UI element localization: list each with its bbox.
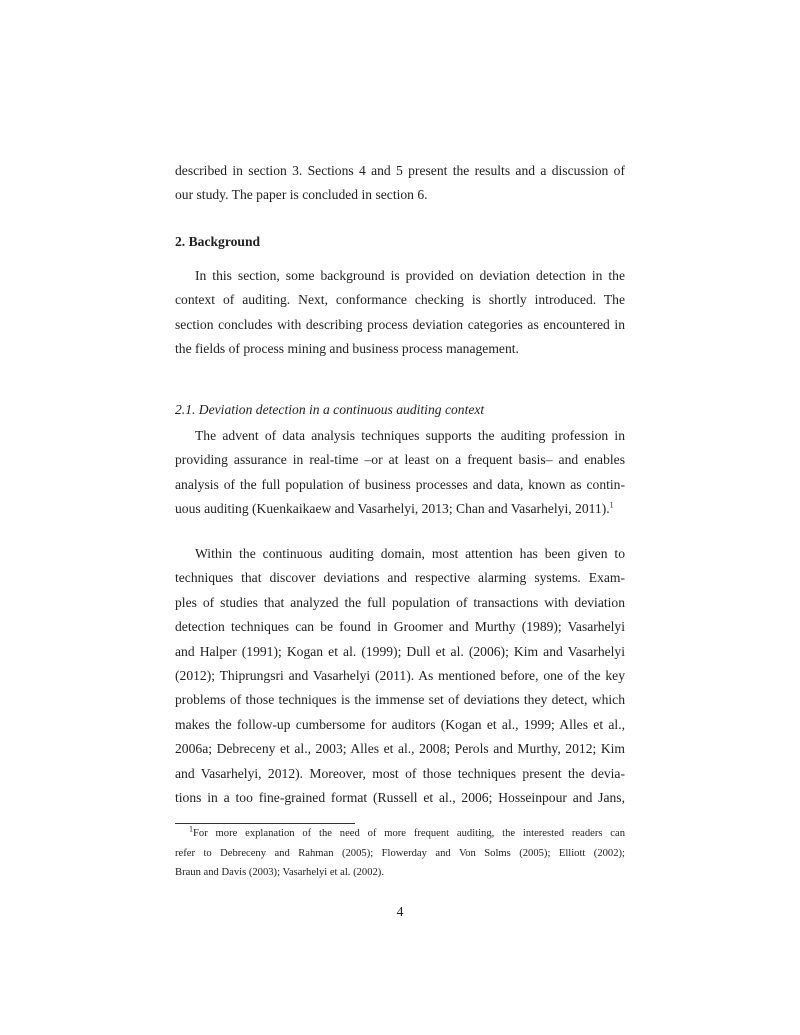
text-line: context of auditing. Next, conformance checking is shortly introduced. The — [175, 292, 625, 308]
footnote-line: refer to Debreceny and Rahman (2005); Flowerday and Von Solms (2005); Elliott (2002); — [175, 847, 625, 859]
text-line: problems of those techniques is the immense set of deviations they detect, which — [175, 692, 625, 708]
text-line: section concludes with describing process deviation categories as encountered in — [175, 316, 625, 332]
text-line: 2006a; Debreceny et al., 2003; Alles et al., 2008; Perols and Murthy, 2012; Kim — [175, 741, 625, 757]
subsection-paragraph-2 — [175, 542, 625, 810]
footnote-line: Braun and Davis (2003); Vasarhelyi et al. (2002). — [175, 867, 384, 879]
footnote — [175, 824, 625, 883]
text-line: The advent of data analysis techniques supports the auditing profession in — [195, 428, 625, 443]
text-line: Within the continuous auditing domain, most attention has been given to — [195, 546, 625, 561]
text-line: and Halper (1991); Kogan et al. (1999); Dull et al. (2006); Kim and Vasarhelyi — [175, 643, 625, 659]
footnote-line-content: For more explanation of the need of more frequent auditing, the interested readers can — [193, 828, 625, 839]
text-line: (2012); Thiprungsri and Vasarhelyi (2011). As mentioned before, one of the key — [175, 667, 625, 683]
page-number: 4 — [396, 904, 404, 919]
text-line-content: uous auditing (Kuenkaikaew and Vasarhelyi, 2013; Chan and Vasarhelyi, 2011). — [175, 501, 610, 517]
text-line: analysis of the full population of business processes and data, known as contin- — [175, 476, 625, 492]
text-line: and Vasarhelyi, 2012). Moreover, most of those techniques present the devia- — [175, 765, 625, 781]
text-line — [175, 497, 625, 521]
text-line: providing assurance in real-time –or at least on a frequent basis– and enables — [175, 452, 625, 468]
footnote-line — [175, 824, 625, 844]
continuation-paragraph — [175, 159, 625, 208]
text-line: makes the follow-up cumbersome for auditors (Kogan et al., 1999; Alles et al., — [175, 716, 625, 732]
section-heading: 2. Background — [175, 234, 261, 249]
subsection-heading: 2.1. Deviation detection in a continuous auditing context — [175, 402, 485, 417]
text-line: techniques that discover deviations and respective alarming systems. Exam- — [175, 570, 625, 586]
text-line: In this section, some background is provided on deviation detection in the — [195, 268, 625, 283]
text-line: detection techniques can be found in Groomer and Murthy (1989); Vasarhelyi — [175, 619, 625, 635]
text-line: ples of studies that analyzed the full population of transactions with deviation — [175, 594, 625, 610]
footnote-marker: 1 — [189, 824, 193, 834]
text-line: described in section 3. Sections 4 and 5 present the results and a discussion of — [175, 163, 625, 178]
text-line: tions in a too fine-grained format (Russell et al., 2006; Hosseinpour and Jans, — [175, 789, 625, 805]
subsection-paragraph-1 — [175, 424, 625, 522]
footnote-marker: 1 — [609, 500, 614, 510]
text-line: our study. The paper is concluded in section 6. — [175, 187, 428, 203]
text-line: the fields of process mining and business process management. — [175, 341, 519, 357]
section-intro-paragraph — [175, 264, 625, 362]
